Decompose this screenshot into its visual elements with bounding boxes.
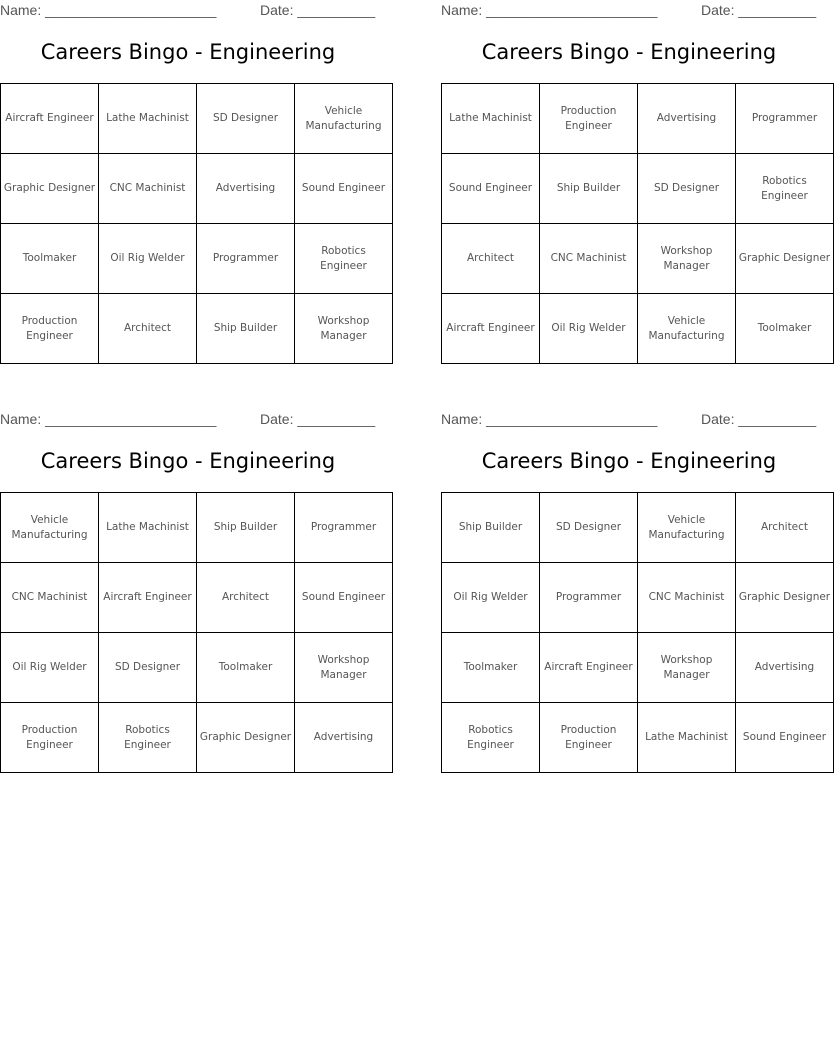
date-field-label: Date: __________ — [260, 411, 376, 427]
bingo-cell: Workshop Manager — [295, 294, 393, 364]
bingo-grid — [0, 492, 393, 773]
bingo-grid — [441, 83, 834, 364]
bingo-cell: Programmer — [295, 493, 393, 563]
bingo-cell: Advertising — [736, 633, 834, 703]
bingo-cell: Toolmaker — [736, 294, 834, 364]
card-title: Careers Bingo - Engineering — [40, 40, 336, 64]
bingo-cell: Graphic Designer — [1, 154, 99, 224]
grid-row — [442, 493, 834, 563]
date-field-label: Date: __________ — [701, 2, 817, 18]
grid-row — [1, 563, 393, 633]
bingo-cell: Production Engineer — [540, 84, 638, 154]
grid-row — [1, 154, 393, 224]
bingo-cell: Sound Engineer — [295, 154, 393, 224]
bingo-cell: Graphic Designer — [736, 224, 834, 294]
bingo-cell: Workshop Manager — [295, 633, 393, 703]
bingo-cell: Architect — [736, 493, 834, 563]
bingo-cell: Programmer — [736, 84, 834, 154]
bingo-cell: Ship Builder — [197, 493, 295, 563]
bingo-cell: Vehicle Manufacturing — [295, 84, 393, 154]
bingo-cell: Oil Rig Welder — [1, 633, 99, 703]
bingo-cell: Architect — [442, 224, 540, 294]
grid-row — [442, 633, 834, 703]
bingo-cell: SD Designer — [540, 493, 638, 563]
bingo-cell: CNC Machinist — [638, 563, 736, 633]
bingo-cell: Vehicle Manufacturing — [638, 493, 736, 563]
card-title: Careers Bingo - Engineering — [481, 40, 777, 64]
date-field-label: Date: __________ — [260, 2, 376, 18]
bingo-cell: Sound Engineer — [295, 563, 393, 633]
grid-row — [442, 84, 834, 154]
bingo-cell: Lathe Machinist — [99, 493, 197, 563]
grid-row — [442, 294, 834, 364]
bingo-cell: Aircraft Engineer — [540, 633, 638, 703]
grid-row — [1, 84, 393, 154]
bingo-cell: Toolmaker — [197, 633, 295, 703]
bingo-cell: Sound Engineer — [736, 703, 834, 773]
bingo-cell: Architect — [197, 563, 295, 633]
grid-row — [442, 224, 834, 294]
bingo-cell: CNC Machinist — [99, 154, 197, 224]
bingo-cell: Robotics Engineer — [736, 154, 834, 224]
bingo-cell: Architect — [99, 294, 197, 364]
bingo-cell: Oil Rig Welder — [99, 224, 197, 294]
grid-row — [442, 703, 834, 773]
bingo-cell: Advertising — [197, 154, 295, 224]
bingo-cell: Ship Builder — [442, 493, 540, 563]
bingo-cell: Robotics Engineer — [99, 703, 197, 773]
bingo-cell: Advertising — [638, 84, 736, 154]
bingo-cell: Production Engineer — [1, 703, 99, 773]
bingo-cell: Oil Rig Welder — [540, 294, 638, 364]
name-field-label: Name: ______________________ — [0, 2, 217, 18]
bingo-cell: Production Engineer — [540, 703, 638, 773]
bingo-cell: Ship Builder — [540, 154, 638, 224]
bingo-cell: Aircraft Engineer — [442, 294, 540, 364]
bingo-cell: Ship Builder — [197, 294, 295, 364]
bingo-cell: Graphic Designer — [197, 703, 295, 773]
grid-row — [442, 563, 834, 633]
bingo-cell: Toolmaker — [442, 633, 540, 703]
bingo-cell: SD Designer — [99, 633, 197, 703]
card-title: Careers Bingo - Engineering — [40, 449, 336, 473]
grid-row — [1, 224, 393, 294]
bingo-card-2 — [441, 0, 831, 364]
bingo-cell: Aircraft Engineer — [99, 563, 197, 633]
bingo-cell: Graphic Designer — [736, 563, 834, 633]
bingo-cell: SD Designer — [197, 84, 295, 154]
bingo-cell: Programmer — [540, 563, 638, 633]
name-field-label: Name: ______________________ — [441, 411, 658, 427]
bingo-card-3 — [0, 409, 386, 773]
bingo-cell: Oil Rig Welder — [442, 563, 540, 633]
bingo-card-1 — [0, 0, 386, 364]
bingo-cell: Lathe Machinist — [442, 84, 540, 154]
bingo-cell: SD Designer — [638, 154, 736, 224]
bingo-cell: Sound Engineer — [442, 154, 540, 224]
bingo-cell: Lathe Machinist — [638, 703, 736, 773]
grid-row — [1, 294, 393, 364]
bingo-cell: Production Engineer — [1, 294, 99, 364]
bingo-cell: Workshop Manager — [638, 633, 736, 703]
bingo-cell: Vehicle Manufacturing — [1, 493, 99, 563]
grid-row — [1, 493, 393, 563]
bingo-cell: Workshop Manager — [638, 224, 736, 294]
grid-row — [1, 633, 393, 703]
bingo-cell: Lathe Machinist — [99, 84, 197, 154]
bingo-cell: Advertising — [295, 703, 393, 773]
name-field-label: Name: ______________________ — [441, 2, 658, 18]
name-field-label: Name: ______________________ — [0, 411, 217, 427]
date-field-label: Date: __________ — [701, 411, 817, 427]
grid-row — [442, 154, 834, 224]
bingo-grid — [0, 83, 393, 364]
bingo-cell: Robotics Engineer — [295, 224, 393, 294]
bingo-card-4 — [441, 409, 831, 773]
bingo-cell: CNC Machinist — [1, 563, 99, 633]
bingo-cell: Vehicle Manufacturing — [638, 294, 736, 364]
bingo-grid — [441, 492, 834, 773]
bingo-cell: Programmer — [197, 224, 295, 294]
bingo-cell: CNC Machinist — [540, 224, 638, 294]
bingo-cell: Robotics Engineer — [442, 703, 540, 773]
card-title: Careers Bingo - Engineering — [481, 449, 777, 473]
bingo-cell: Toolmaker — [1, 224, 99, 294]
bingo-cell: Aircraft Engineer — [1, 84, 99, 154]
grid-row — [1, 703, 393, 773]
